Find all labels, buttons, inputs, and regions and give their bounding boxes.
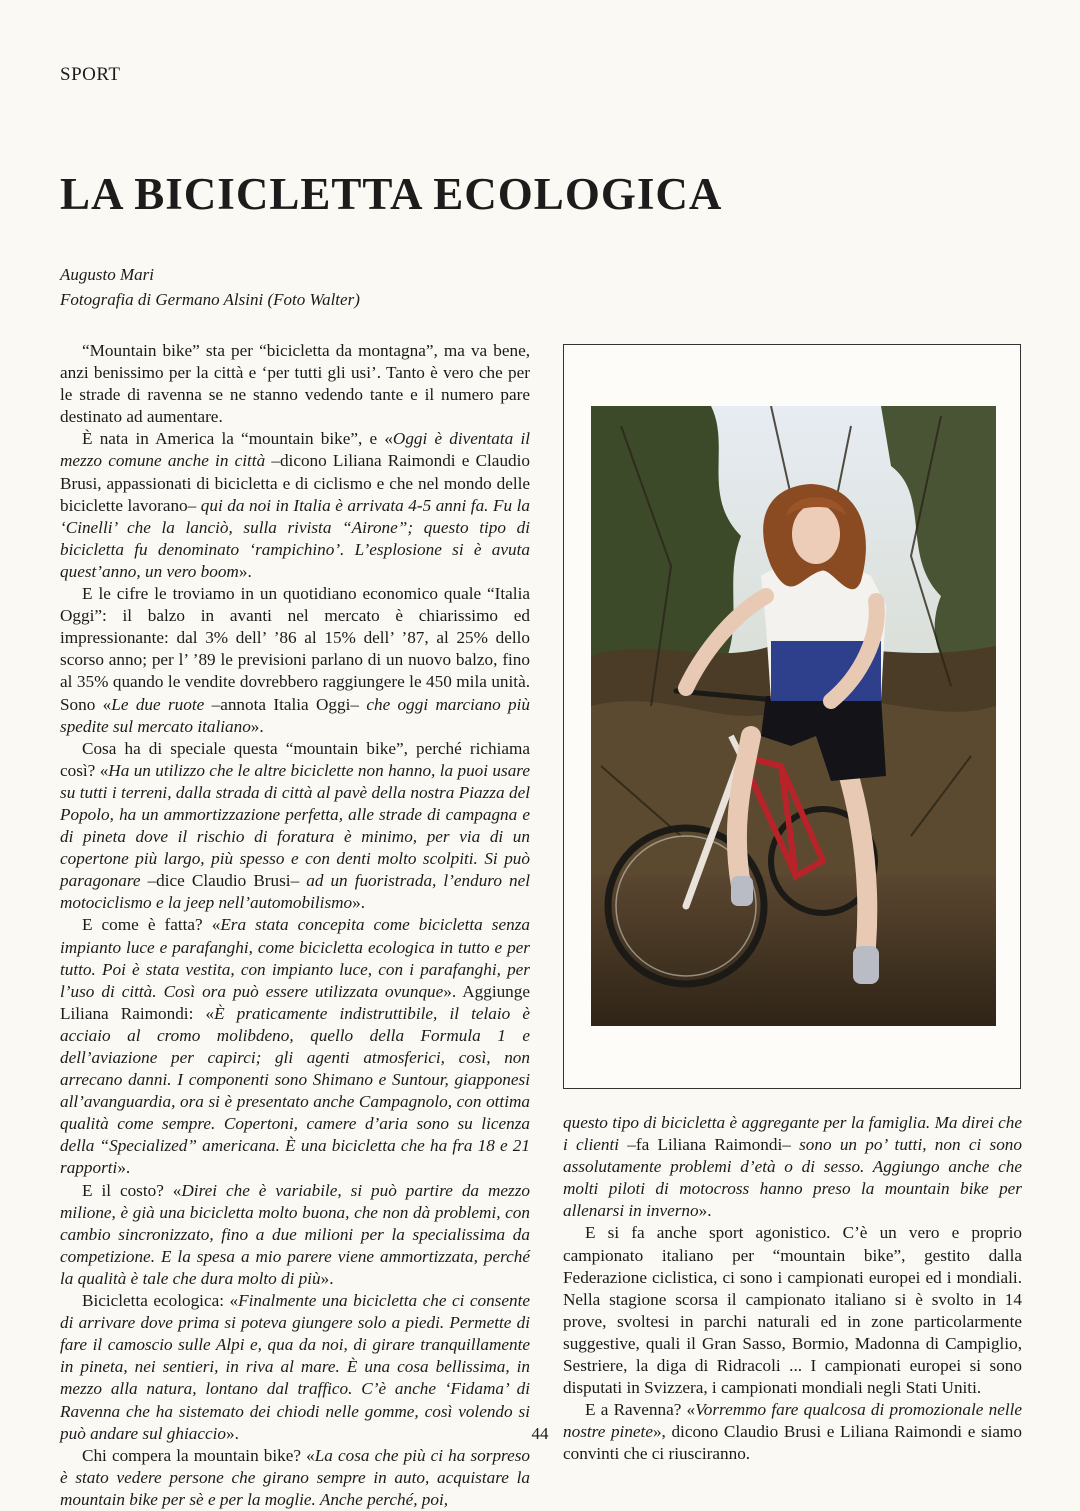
article-column-left: [60, 340, 530, 1511]
section-label: SPORT: [60, 64, 121, 85]
author-name: Augusto Mari: [60, 265, 154, 284]
paragraph: Bicicletta ecologica: «Finalmente una bicicletta che ci consente di arrivare dove prima si poteva giungere solo a piedi. Permette di fare il camoscio sulle Alpi e, qua da noi, di girare tranquillamente in pineta, nei sentieri, in riva al mare. È una cosa bellissima, in mezzo alla natura, lontano dal traffico. C’è anche ‘Fidama’ di Ravenna che ha sistemato dei chiodi nelle gomme, così volendo si può andare sul ghiaccio».: [60, 1291, 530, 1443]
page-number: 44: [531, 1424, 549, 1443]
paragraph: E il costo? «Direi che è variabile, si può partire da mezzo milione, è già una bicicletta molto buona, che non dà problemi, con cambio sincronizzato, fino a due milioni per la specialissima da competizione. E la spesa a mio parere viene ammortizzata, perché la qualità è tale che dura molto di più».: [60, 1180, 530, 1288]
paragraph: E le cifre le troviamo in un quotidiano economico quale “Italia Oggi”: il balzo in avanti nel mercato è chiarissimo ed impressionante: dal 3% dell’ ’86 al 15% dell’ ’87, al 25% dello scorso anno; per l’ ’89 le previsioni parlano di un nuovo balzo, fino al 35% quando le vendite dovrebbero raggiungere le 450 mila unità. Sono «Le due ruote –annota Italia Oggi– che oggi marciano più spedite sul mercato italiano».: [60, 584, 530, 736]
paragraph: E si fa anche sport agonistico. C’è un vero e proprio campionato italiano per “mountain bike”, gestito dalla Federazione ciclistica, ci sono i campionati europei ed i mondiali. Nella stagione scorsa il campionato italiano si è svolto in 14 prove, svoltesi in parchi naturali ed in zone particolarmente suggestive, quali il Gran Sasso, Bormio, Madonna di Campiglio, Sestriere, la diga di Ridracoli ... I campionati europei si sono disputati in Svizzera, i campionati mondiali negli Stati Uniti.: [563, 1223, 1022, 1398]
byline: [60, 262, 360, 312]
photo-woman-mountain-bike: [591, 406, 996, 1026]
paragraph: “Mountain bike” sta per “bicicletta da montagna”, ma va bene, anzi benissimo per la città e ‘per tutti gli usi’. Tanto è vero che per le strade di ravenna se ne stanno vedendo tante e il numero pare destinato ad aumentare.: [60, 341, 530, 427]
paragraph: E come è fatta? «Era stata concepita come bicicletta senza impianto luce e parafanghi, come bicicletta ecologica in tutto e per tutto. Poi è stata vestita, con impianto luce, con i parafanghi, per l’uso di città. Così ora può essere utilizzata ovunque». Aggiunge Liliana Raimondi: «È praticamente indistruttibile, il telaio è acciaio al cromo molibdeno, quello della Formula 1 e dell’aviazione per capirci; gli agenti atmosferici, così, non arrecano danni. I componenti sono Shimano e Suntour, giapponesi all’avanguardia, ora si è presentato anche Campagnolo, con ottima qualità come sempre. Copertoni, camere d’aria sono su licenza della “Specialized” americana. È una bicicletta che ha fra 18 e 21 rapporti».: [60, 915, 530, 1178]
paragraph: Chi compera la mountain bike? «La cosa che più ci ha sorpreso è stato vedere persone che girano sempre in auto, acquistare la mountain bike per sè e per la moglie. Anche perché, poi,: [60, 1445, 530, 1509]
paragraph: questo tipo di bicicletta è aggregante per la famiglia. Ma direi che i clienti –fa Liliana Raimondi– sono un po’ tutti, non ci sono assolutamente problemi d’età o di sesso. Aggiungo anche che molti piloti di motocross hanno preso la mountain bike per allenarsi in inverno».: [563, 1113, 1022, 1221]
paragraph: Cosa ha di speciale questa “mountain bike”, perché richiama così? «Ha un utilizzo che le altre biciclette non hanno, la puoi usare su tutti i terreni, dalla strada di città al pavè della nostra Piazza del Popolo, ha un ammortizzazione perfetta, alle strade di campagna e di pineta dove il rischio di foratura è minimo, per via di un copertone più largo, più spesso e con denti molto scolpiti. Si può paragonare –dice Claudio Brusi– ad un fuoristrada, l’enduro nel motociclismo e la jeep nell’automobilismo».: [60, 738, 530, 913]
paragraph: È nata in America la “mountain bike”, e «Oggi è diventata il mezzo comune anche in città –dicono Liliana Raimondi e Claudio Brusi, appassionati di bicicletta e di ciclismo e che nel mondo delle biciclette lavorano– qui da noi in Italia è arrivata 4-5 anni fa. Fu la ‘Cinelli’ che la lanciò, sulla rivista “Airone”; questo tipo di bicicletta fu denominato ‘rampichino’. L’esplosione si è avuta quest’anno, un vero boom».: [60, 429, 531, 581]
paragraph: E a Ravenna? «Vorremmo fare qualcosa di promozionale nelle nostre pinete», dicono Claudio Brusi e Liliana Raimondi e siamo convinti che ci riusciranno.: [563, 1400, 1023, 1464]
photo-credit: Fotografia di Germano Alsini (Foto Walter): [60, 290, 360, 309]
article-column-right: [563, 1112, 1022, 1466]
article-title: LA BICICLETTA ECOLOGICA: [60, 169, 723, 219]
